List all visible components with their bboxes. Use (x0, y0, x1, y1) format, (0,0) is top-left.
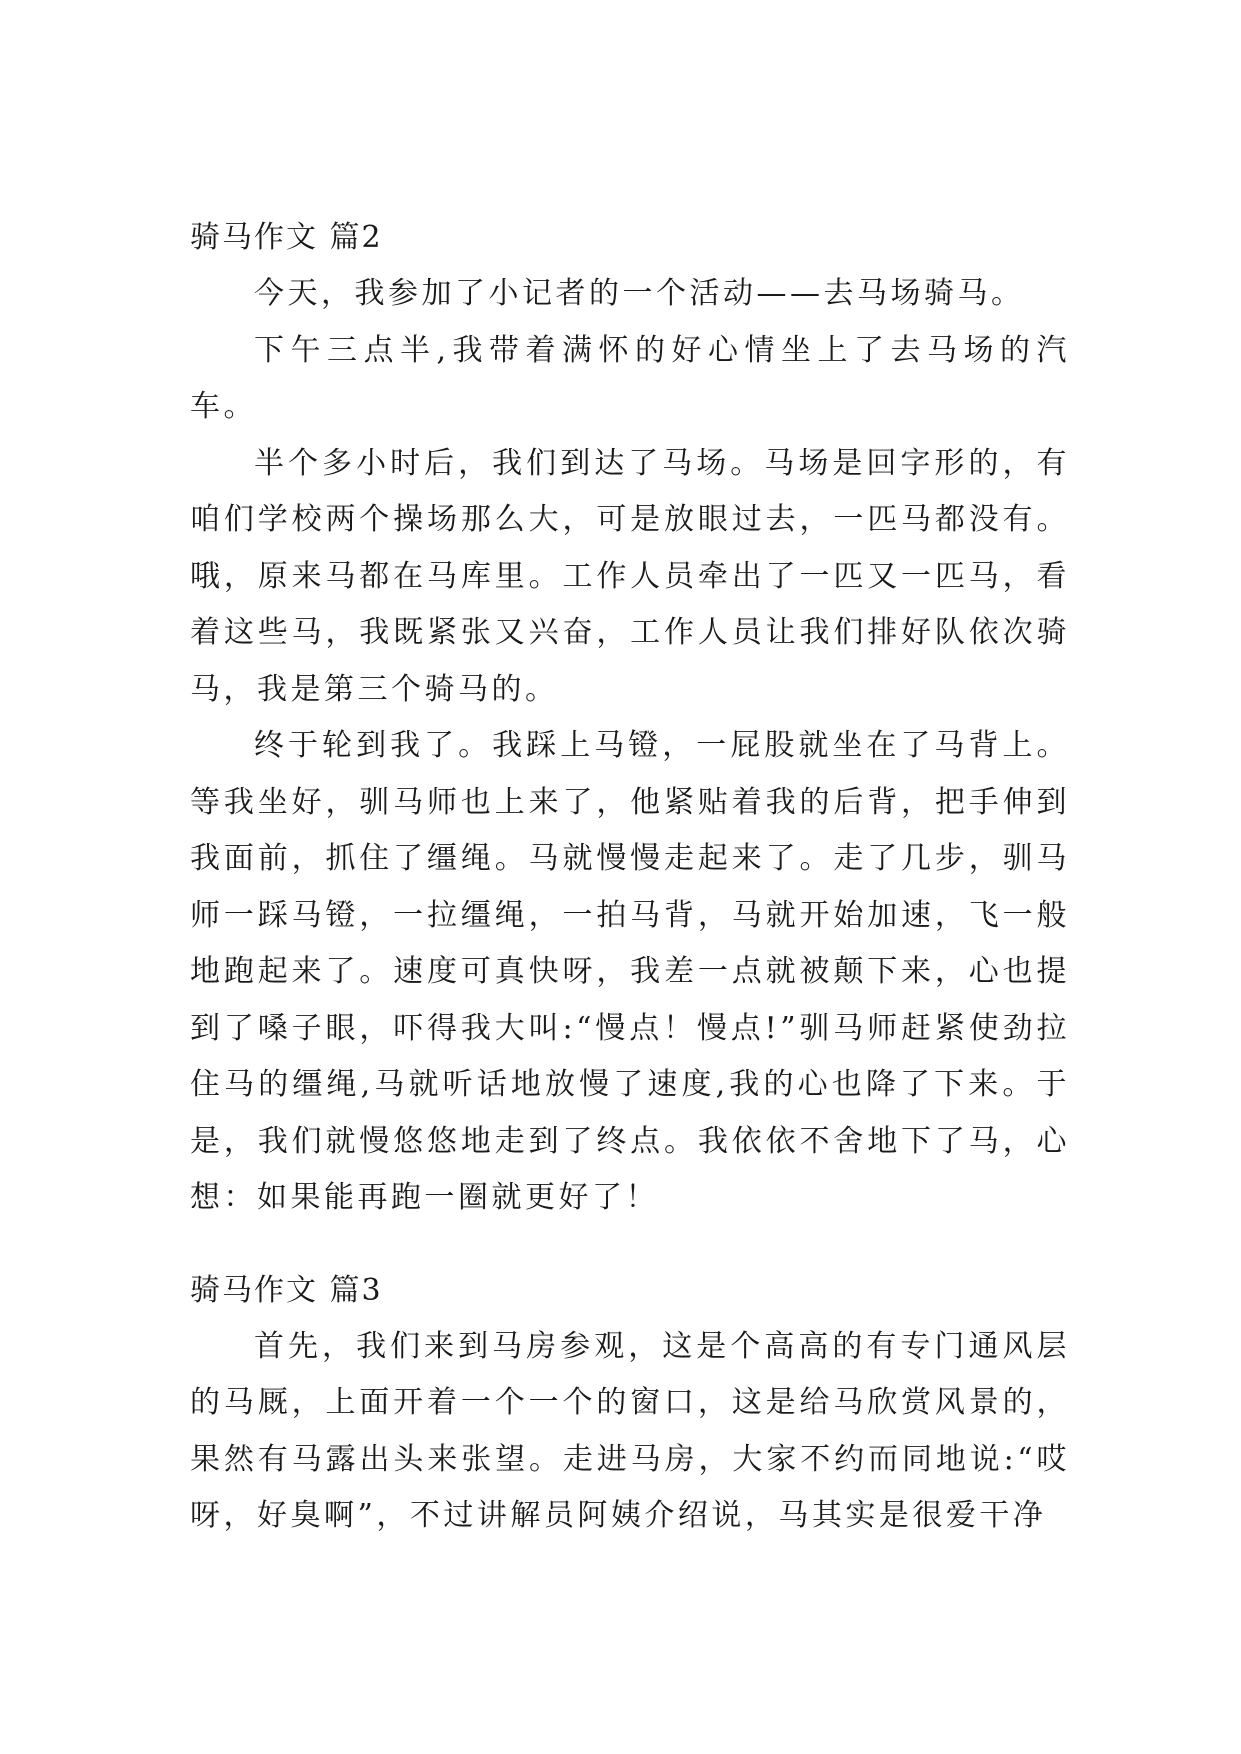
essay-section-2 (190, 210, 1070, 1227)
paragraph: 今天，我参加了小记者的一个活动——去马场骑马。 (254, 276, 1025, 311)
section-title: 骑马作文 篇2 (190, 220, 383, 255)
section-title: 骑马作文 篇3 (190, 1272, 383, 1308)
paragraph: 半个多小时后，我们到达了马场。马场是回字形的，有咱们学校两个操场那么大，可是放眼过去，一匹马都没有。哦，原来马都在马库里。工作人员牵出了一匹又一匹马，看着这些马，我既紧张又兴奋，工作人员让我们排好队依次骑马，我是第三个骑马的。 (190, 445, 1070, 707)
essay-section-3 (190, 1263, 1070, 1545)
paragraph: 下午三点半,我带着满怀的好心情坐上了去马场的汽车。 (190, 332, 1070, 424)
paragraph: 终于轮到我了。我踩上马镫，一屁股就坐在了马背上。等我坐好，驯马师也上来了，他紧贴着我的后背，把手伸到我面前，抓住了缰绳。马就慢慢走起来了。走了几步，驯马师一踩马镫，一拉缰绳，一拍马背，马就开始加速，飞一般地跑起来了。速度可真快呀，我差一点就被颠下来，心也提到了嗓子眼，吓得我大叫:“慢点！慢点!”驯马师赶紧使劲拉住马的缰绳,马就听话地放慢了速度,我的心也降了下来。于是，我们就慢悠悠地走到了终点。我依依不舍地下了马，心想：如果能再跑一圈就更好了！ (190, 728, 1070, 1215)
paragraph: 首先，我们来到马房参观，这是个高高的有专门通风层的马厩，上面开着一个一个的窗口，这是给马欣赏风景的，果然有马露出头来张望。走进马房，大家不约而同地说:“哎呀，好臭啊”，不过讲解员阿姨介绍说，马其实是很爱干净 (190, 1328, 1070, 1533)
document-page (190, 210, 1070, 1545)
